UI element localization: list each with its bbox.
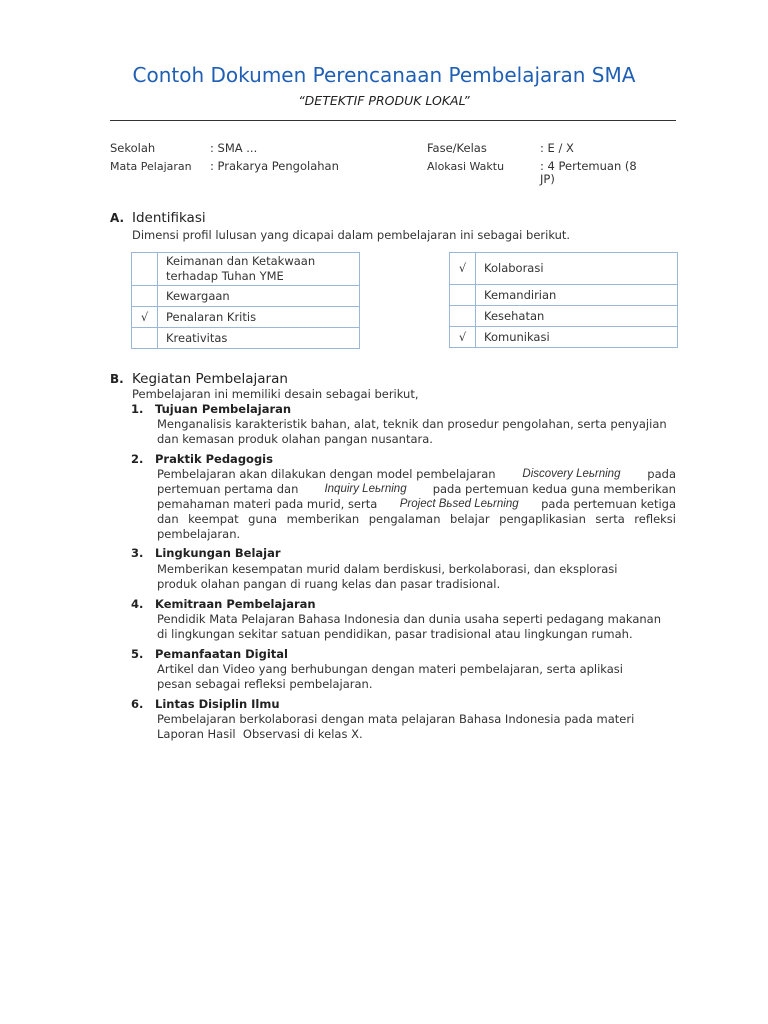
text-span: Pembelajaran akan dilakukan dengan model pembelajaran xyxy=(157,467,496,481)
text-line: pembelajaran. xyxy=(157,527,241,541)
profile-label: Kemandirian xyxy=(476,285,678,306)
item-title: Praktik Pedagogis xyxy=(155,452,273,466)
check-cell xyxy=(450,306,476,327)
item-5-body xyxy=(157,662,676,692)
check-cell xyxy=(450,285,476,306)
text-line: Artikel dan Video yang berhubungan dengan materi pembelajaran, serta aplikasi xyxy=(157,662,623,676)
item-3-heading xyxy=(131,546,281,560)
table-row xyxy=(132,286,360,307)
text-line: Pendidik Mata Pelajaran Bahasa Indonesia dan dunia usaha seperti pedagang makanan xyxy=(157,612,662,626)
italic-term: Discovery Leьrning xyxy=(522,468,621,480)
profile-label: Penalaran Kritis xyxy=(158,307,360,328)
table-row xyxy=(132,328,360,349)
section-a-letter: A. xyxy=(110,211,125,225)
text-line: dan kemasan produk olahan pangan nusantara. xyxy=(157,432,433,446)
check-cell: √ xyxy=(450,253,476,285)
item-title: Kemitraan Pembelajaran xyxy=(155,597,316,611)
text-span: pada xyxy=(647,467,676,481)
section-a-intro: Dimensi profil lulusan yang dicapai dalam pembelajaran ini sebagai berikut. xyxy=(132,228,571,242)
sekolah-value: : SMA ... xyxy=(210,141,258,155)
text-line: produk olahan pangan di ruang kelas dan pasar tradisional. xyxy=(157,577,501,591)
text-line: Memberikan kesempatan murid dalam berdiskusi, berkolaborasi, dan eksplorasi xyxy=(157,562,618,576)
section-b-title: Kegiatan Pembelajaran xyxy=(132,371,288,387)
section-a-heading xyxy=(110,210,206,226)
item-title: Pemanfaatan Digital xyxy=(155,647,288,661)
item-3-body xyxy=(157,562,676,592)
text-span: pada pertemuan ketiga xyxy=(541,497,676,511)
document-title: Contoh Dokumen Perencanaan Pembelajaran SMA xyxy=(132,63,636,87)
item-title: Lingkungan Belajar xyxy=(155,546,281,560)
section-b-intro: Pembelajaran ini memiliki desain sebagai berikut, xyxy=(132,387,419,401)
profile-table-left xyxy=(131,252,360,349)
item-title: Lintas Disiplin Ilmu xyxy=(155,697,280,711)
title-divider xyxy=(110,120,676,121)
profile-label-line: Keimanan dan Ketakwaan xyxy=(166,254,316,268)
alokasi-value-cont: JP) xyxy=(540,172,555,186)
text-span: pertemuan pertama dan xyxy=(157,482,299,496)
table-row xyxy=(450,327,678,348)
profile-label-line: terhadap Tuhan YME xyxy=(166,269,284,283)
text-line: pesan sebagai refleksi pembelajaran. xyxy=(157,677,373,691)
check-cell xyxy=(132,253,158,286)
item-number: 1. xyxy=(131,402,144,416)
alokasi-label: Alokasi Waktu xyxy=(427,160,505,173)
text-line: di lingkungan sekitar satuan pendidikan, pasar tradisional atau lingkungan rumah. xyxy=(157,627,633,641)
fase-label: Fase/Kelas xyxy=(427,141,487,155)
text-line: dan keempat guna memberikan pengalaman belajar pengaplikasian serta refleksi xyxy=(157,512,676,526)
item-6-heading xyxy=(131,697,280,711)
profile-label: Komunikasi xyxy=(476,327,678,348)
table-row xyxy=(450,285,678,306)
fase-value: : E / X xyxy=(540,141,574,155)
text-line xyxy=(157,497,676,512)
section-b-letter: B. xyxy=(110,372,124,386)
table-row xyxy=(450,253,678,285)
alokasi-value: : 4 Pertemuan (8 xyxy=(540,159,637,173)
text-span: pada pertemuan kedua guna memberikan xyxy=(432,482,676,496)
profile-label: Kreativitas xyxy=(158,328,360,349)
check-cell: √ xyxy=(450,327,476,348)
item-number: 4. xyxy=(131,597,144,611)
item-6-body xyxy=(157,712,676,742)
check-cell xyxy=(132,286,158,307)
mapel-value: : Prakarya Pengolahan xyxy=(210,159,339,173)
text-line: Pembelajaran berkolaborasi dengan mata pelajaran Bahasa Indonesia pada materi xyxy=(157,712,635,726)
profile-label: Kesehatan xyxy=(476,306,678,327)
document-subtitle: “DETEKTIF PRODUK LOKAL” xyxy=(298,93,470,108)
check-cell xyxy=(132,328,158,349)
section-b-heading xyxy=(110,371,288,387)
item-2-body xyxy=(157,467,676,542)
item-5-heading xyxy=(131,647,288,661)
sekolah-label: Sekolah xyxy=(110,141,156,155)
item-number: 3. xyxy=(131,546,144,560)
text-line xyxy=(157,467,676,482)
profile-label xyxy=(158,253,360,286)
text-line: Menganalisis karakteristik bahan, alat, teknik dan prosedur pengolahan, serta penyajian xyxy=(157,417,667,431)
item-4-heading xyxy=(131,597,316,611)
text-line: Laporan Hasil Observasi di kelas X. xyxy=(157,727,363,741)
text-span: pemahaman materi pada murid, serta xyxy=(157,497,378,511)
table-row xyxy=(132,307,360,328)
profile-label: Kewargaan xyxy=(158,286,360,307)
table-row xyxy=(132,253,360,286)
item-4-body xyxy=(157,612,676,642)
item-1-heading xyxy=(131,402,291,416)
item-number: 5. xyxy=(131,647,144,661)
italic-term: Inquiry Leьrning xyxy=(324,483,407,495)
italic-term: Project Bьsed Leьrning xyxy=(399,498,519,510)
item-number: 2. xyxy=(131,452,144,466)
check-cell: √ xyxy=(132,307,158,328)
table-row xyxy=(450,306,678,327)
profile-table-right xyxy=(449,252,678,348)
item-number: 6. xyxy=(131,697,144,711)
profile-label: Kolaborasi xyxy=(476,253,678,285)
item-1-body xyxy=(157,417,676,447)
item-2-heading xyxy=(131,452,273,466)
text-line xyxy=(157,482,676,497)
item-title: Tujuan Pembelajaran xyxy=(155,402,292,416)
mapel-label: Mata Pelajaran xyxy=(110,160,192,173)
section-a-title: Identifikasi xyxy=(132,210,206,226)
